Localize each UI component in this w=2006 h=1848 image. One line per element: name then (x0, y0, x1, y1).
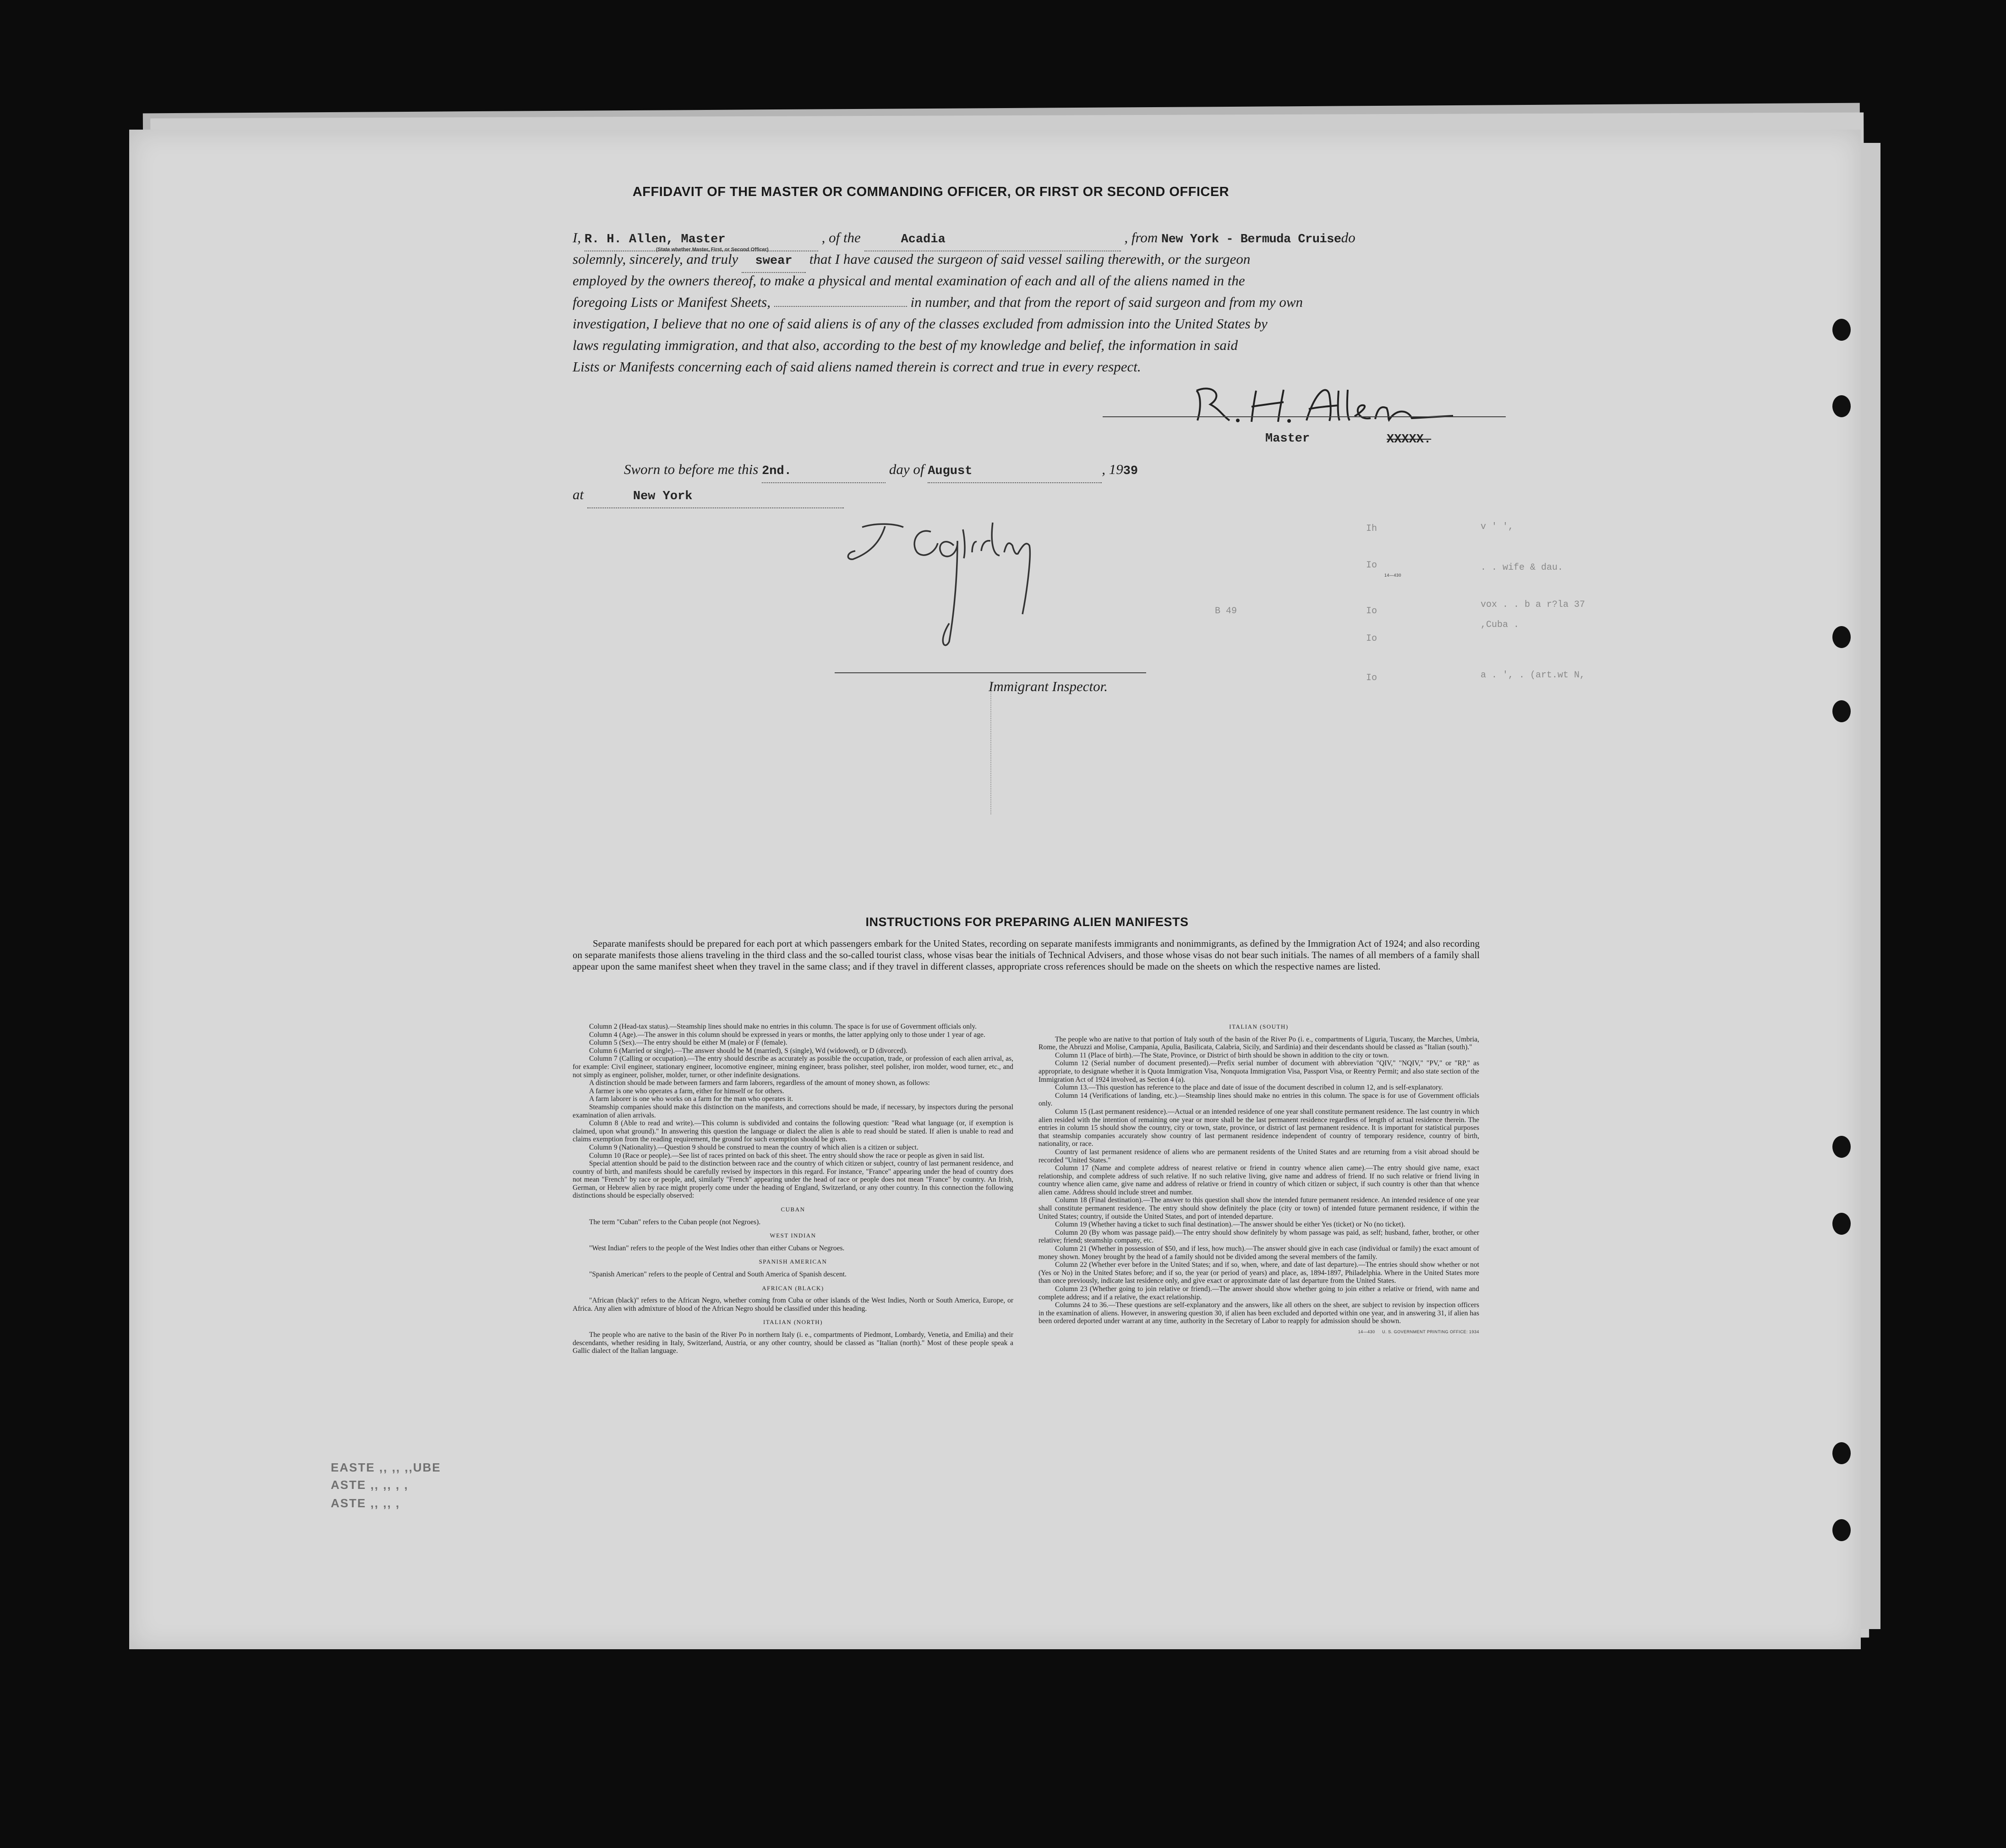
subheading-italian-north: ITALIAN (NORTH) (763, 1319, 823, 1326)
affidavit-line-7: Lists or Manifests concerning each of said aliens named therein is correct and true in every respect. (573, 359, 1141, 375)
line2-start: solemnly, sincerely, and truly (573, 251, 738, 267)
instruction-paragraph: The term "Cuban" refers to the Cuban people (not Negroes). (589, 1218, 761, 1226)
printer-line (1039, 1327, 1479, 1336)
instruction-paragraph: A farmer is one who operates a farm, either for himself or for others. (589, 1087, 784, 1095)
punch-hole (1832, 1213, 1851, 1235)
oath-word: swear (742, 251, 806, 273)
line4-end: in number, and that from the report of said surgeon and from my own (910, 294, 1303, 310)
faint-stamp: EASTE ,, ,, ,,UBE (331, 1461, 441, 1474)
affidavit-line-3: employed by the owners thereof, to make a physical and mental examination of each and all of the aliens named in the (573, 273, 1245, 289)
punch-hole (1832, 319, 1851, 341)
sworn-text: Sworn to before me this (624, 461, 759, 477)
instructions-left-column (573, 1023, 1013, 1355)
instruction-paragraph: Column 4 (Age).—The answer in this column should be expressed in years or months, the latter applying only to those under 1 year of age. (589, 1030, 985, 1039)
form-number: 14—430 (1358, 1329, 1375, 1334)
instruction-paragraph: The people who are native to the basin of the River Po in northern Italy (i. e., compartments of Piedmont, Lombardy, Venetia, and Emilia) and their descendants, whether residing in Italy, Switzerland, Austria, or any other country, should be classed as "Italian (north)." Most of these people speak a Gallic dialect of the Italian language. (573, 1331, 1013, 1355)
instructions-heading: INSTRUCTIONS FOR PREPARING ALIEN MANIFESTS (865, 915, 1189, 929)
subheading-west-indian: WEST INDIAN (770, 1232, 816, 1239)
instruction-paragraph: Country of last permanent residence of aliens who are permanent residents of the United States and are returning from a visit abroad should be recorded "United States." (1039, 1148, 1479, 1164)
sworn-line (624, 458, 1138, 483)
subheading-african: AFRICAN (BLACK) (762, 1284, 824, 1292)
vessel-name: Acadia (864, 229, 1121, 251)
instruction-paragraph: The people who are native to that portion of Italy south of the basin of the River Po (i. e., compartments of Liguria, Tuscany, the Marches, Umbria, Rome, the Abruzzi and Molise, Campania, Apulia, Basilicata, Calabria, Sicily, and Sardinia) and their descendants should be classed as "Italian (south)." (1039, 1035, 1479, 1052)
subheading-spanish-american: SPANISH AMERICAN (759, 1258, 827, 1265)
officer-name: R. H. Allen, Master (585, 229, 818, 251)
instruction-paragraph: A distinction should be made between farmers and farm laborers, regardless of the amount of money shown, as follows: (589, 1079, 930, 1087)
affidavit-line-4 (573, 291, 1303, 313)
do-text: do (1341, 229, 1356, 245)
subheading-cuban: CUBAN (781, 1206, 805, 1213)
of-the-label: , of the (821, 229, 861, 245)
instruction-paragraph: "Spanish American" refers to the people of Central and South America of Spanish descent. (589, 1270, 847, 1279)
instruction-paragraph: Column 17 (Name and complete address of nearest relative or friend in country whence alien came).—The entry should give name, exact relationship, and complete address of such relative. If no such relative living, give name and address of friend. If no such relative or friend living in country whence alien came, give name and address of relative or friend in country of which citizen or subject, if such country is other than that whence alien came. Address should include street and number. (1039, 1164, 1479, 1196)
instruction-paragraph: Column 18 (Final destination).—The answer to this question shall show the intended future permanent residence. An intended residence of one year shall constitute permanent residence. The entry should show definitely the place (city or town) of intended future permanent residence, if within the United States; country, if outside the United States, and port of intended departure. (1039, 1196, 1479, 1221)
affidavit-line-2 (573, 248, 1250, 273)
bleed-mid: B 49 (1215, 606, 1237, 616)
instruction-paragraph: Column 9 (Nationality).—Question 9 should be construed to mean the country of which alien is a citizen or subject. (589, 1143, 918, 1151)
punch-hole (1832, 1442, 1851, 1464)
instruction-paragraph: Special attention should be paid to the distinction between race and the country of which citizen or subject, country of last permanent residence, and country of birth, and manifests should be carefully revised by inspectors in this regard. For instance, "France" appearing under the head of country does not mean "French" by race or people, and, similarly "French" appearing under the head of race or people does not mean "France" by country. An Irish, German, or Hebrew alien by race might properly come under the heading of England, Switzerland, or any other country. In this connection the following distinctions should be especially observed: (573, 1160, 1013, 1200)
at-line (573, 484, 844, 508)
instruction-paragraph: Column 20 (By whom was passage paid).—The entry should show definitely by whom passage was paid, as self; husband, father, brother, or other relative; friend; steamship company, etc. (1039, 1228, 1479, 1245)
at-label: at (573, 486, 584, 502)
from-place: New York - Bermuda Cruise (1161, 233, 1341, 246)
bleed-row: . . wife & dau. (1481, 562, 1563, 573)
bleed-row: a . ', . (art.wt N, (1481, 670, 1585, 681)
bleed-side: Io (1366, 673, 1377, 683)
instruction-paragraph: Column 8 (Able to read and write).—This column is subdivided and contains the following question: "Read what language (or, if exemption is claimed, upon what ground)." In answering this question the language or dialect the alien is able to read should be stated. If alien is unable to read and claims exemption from the reading requirement, the ground for such exemption should be given. (573, 1119, 1013, 1144)
instruction-paragraph: Column 13.—This question has reference to the place and date of issue of the document described in column 12, and is self-explanatory. (1055, 1084, 1443, 1092)
affidavit-line-6: laws regulating immigration, and that also, according to the best of my knowledge and belief, the information in said (573, 337, 1238, 353)
master-signature-line (1103, 416, 1506, 417)
day-of-label: day of (889, 461, 924, 477)
bleed-form-number: 14—430 (1384, 573, 1402, 578)
instruction-paragraph: Column 15 (Last permanent residence).—Actual or an intended residence of one year shall constitute permanent residence. The last country in which alien resided with the intention of remaining one year or more shall be the last permanent residence regardless of length of actual residence therein. The entries in column 15 should show the country, city or town, state, province, or district of last permanent residence. It is important for statistical purposes that steamship companies accurately show country of last permanent residence independent of country of temporary residence, country of birth, nationality, or race. (1039, 1107, 1479, 1148)
instruction-paragraph: Column 7 (Calling or occupation).—The entry should describe as accurately as possible the occupation, trade, or profession of each alien arrival, as, for example: Civil engineer, stationary engineer, locomotive engineer, mining engineer, brass polisher, steel polisher, iron molder, wood turner, etc., and not simply as engineer, polisher, molder, turner, or other indefinite designations. (573, 1055, 1013, 1079)
bleed-row: v ' ', (1481, 522, 1514, 532)
faint-stamp: ASTE ,, ,, , (331, 1496, 400, 1510)
year-suffix: 39 (1123, 464, 1138, 478)
year-prefix: , 19 (1102, 461, 1123, 477)
instruction-paragraph: Column 2 (Head-tax status).—Steamship lines should make no entries in this column. The space is for use of Government officials only. (589, 1023, 977, 1030)
bleed-side: Io (1366, 606, 1377, 616)
printer-imprint: U. S. GOVERNMENT PRINTING OFFICE: 1934 (1382, 1329, 1479, 1334)
instruction-paragraph: A farm laborer is one who works on a farm for the man who operates it. (589, 1095, 793, 1103)
instructions-intro: Separate manifests should be prepared for each port at which passengers embark for the United States, recording on separate manifests immigrants and nonimmigrants, as defined by the Immigration Act of 1924; and also recording on separate manifests those aliens traveling in the third class and the so-called tourist class, whose visas bear the initials of Technical Advisers, and those whose visas do not bear such initials. The names of all members of a family shall appear upon the same manifest sheet when they travel in the same class; and if they travel in different classes, appropriate cross references should be made on the sheets on which the respective names are listed. (573, 938, 1480, 972)
punch-hole (1832, 626, 1851, 648)
at-place: New York (587, 486, 844, 508)
line4-start: foregoing Lists or Manifest Sheets, (573, 294, 771, 310)
sworn-day: 2nd. (762, 461, 885, 483)
punch-hole (1832, 700, 1851, 722)
instruction-paragraph: Column 12 (Serial number of document presented).—Prefix serial number of document with abbreviation "QIV," "NQIV," "PV," or "RP," as appropriate, to designate whether it is Quota Immigration Visa, Nonquota Immigration Visa, Passport Visa, or Reentry Permit; and also state section of the Immigration Act of 1924 involved, as Section 4 (a). (1039, 1059, 1479, 1084)
punch-hole (1832, 395, 1851, 417)
affidavit-heading: AFFIDAVIT OF THE MASTER OR COMMANDING OFFICER, OR FIRST OR SECOND OFFICER (632, 185, 1230, 199)
instruction-paragraph: Column 19 (Whether having a ticket to such final destination).—The answer should be either Yes (ticket) or No (no ticket). (1055, 1221, 1405, 1229)
affidavit-i: I, (573, 229, 581, 245)
instruction-paragraph: Columns 24 to 36.—These questions are self-explanatory and the answers, like all others on the sheet, are subject to revision by inspection officers in the examination of aliens. However, in answering question 30, if alien has been excluded and deported within one year, and in answering 31, if alien has been ordered deported under warrant at any time, authority in the Secretary of Labor to reapply for admission should be shown. (1039, 1301, 1479, 1325)
instruction-paragraph: "West Indian" refers to the people of the West Indies other than either Cubans or Negroes. (589, 1244, 845, 1252)
number-blank (774, 292, 907, 307)
master-title: Master (1265, 432, 1310, 446)
punch-hole (1832, 1136, 1851, 1158)
manifest-page (129, 130, 1861, 1649)
affidavit-line-5: investigation, I believe that no one of said aliens is of any of the classes excluded from admission into the United States by (573, 316, 1268, 332)
instruction-paragraph: Column 14 (Verifications of landing, etc.).—Steamship lines should make no entries in this column. The space is for use of Government officials only. (1039, 1091, 1479, 1108)
bleed-row: ,Cuba . (1481, 620, 1520, 630)
instruction-paragraph: Column 23 (Whether going to join relative or friend).—The answer should show whether going to join either a relative or friend, with name and complete address; and if a relative, the exact relationship. (1039, 1285, 1479, 1301)
inspector-signature (835, 509, 1073, 651)
from-label: , from (1124, 229, 1158, 245)
bleed-side: Io (1366, 633, 1377, 644)
instruction-paragraph: Column 6 (Married or single).—The answer should be M (married), S (single), Wd (widowed), or D (divorced). (589, 1047, 907, 1055)
line2-end: that I have caused the surgeon of said vessel sailing therewith, or the surgeon (809, 251, 1251, 267)
instructions-right-column (1039, 1023, 1479, 1336)
punch-hole (1832, 1519, 1851, 1541)
bleed-dotted-line (990, 681, 991, 814)
instruction-paragraph: Column 11 (Place of birth).—The State, Province, or District of birth should be shown in addition to the city or town. (1055, 1051, 1389, 1059)
bleed-row: vox . . b a r?la 37 (1481, 600, 1585, 610)
instruction-paragraph: Column 22 (Whether ever before in the United States; and if so, when, where, and date of last departure).—The entries should show whether or not (Yes or No) in the United States before; and if so, the year (or period of years) and place, as, 1894-1897, Philadelphia. Where in the United States more than once previously, indicate last residence only, and give exact or approximate date of last departure from the United States. (1039, 1261, 1479, 1285)
officer-note: (State whether Master, First, or Second Officer) (656, 247, 769, 252)
sworn-month: August (928, 461, 1102, 483)
instruction-paragraph: "African (black)" refers to the African Negro, whether coming from Cuba or other islands of the West Indies, North or South America, Europe, or Africa. Any alien with admixture of blood of the African Negro should be classified under this heading. (573, 1297, 1013, 1313)
inspector-signature-line (835, 672, 1146, 673)
inspector-title: Immigrant Inspector. (989, 678, 1108, 694)
bleed-side: Io (1366, 560, 1377, 571)
faint-stamp: ASTE ,, ,, , , (331, 1478, 409, 1492)
subheading-italian-south: ITALIAN (SOUTH) (1229, 1023, 1289, 1030)
struck-title: XXXXX. (1387, 433, 1432, 447)
master-signature (1169, 377, 1471, 427)
bleed-side: Ih (1366, 523, 1377, 534)
instruction-paragraph: Column 5 (Sex).—The entry should be either M (male) or F (female). (589, 1039, 787, 1047)
instruction-paragraph: Steamship companies should make this distinction on the manifests, and corrections should be made, if necessary, by inspectors during the personal examination of alien arrivals. (573, 1103, 1013, 1119)
instruction-paragraph: Column 21 (Whether in possession of $50, and if less, how much).—The answer should give in each case (individual or family) the exact amount of money shown. Money brought by the head of a family should not be divided among the several members of the family. (1039, 1245, 1479, 1261)
instruction-paragraph: Column 10 (Race or people).—See list of races printed on back of this sheet. The entry should show the race or people as given in said list. (589, 1151, 984, 1160)
